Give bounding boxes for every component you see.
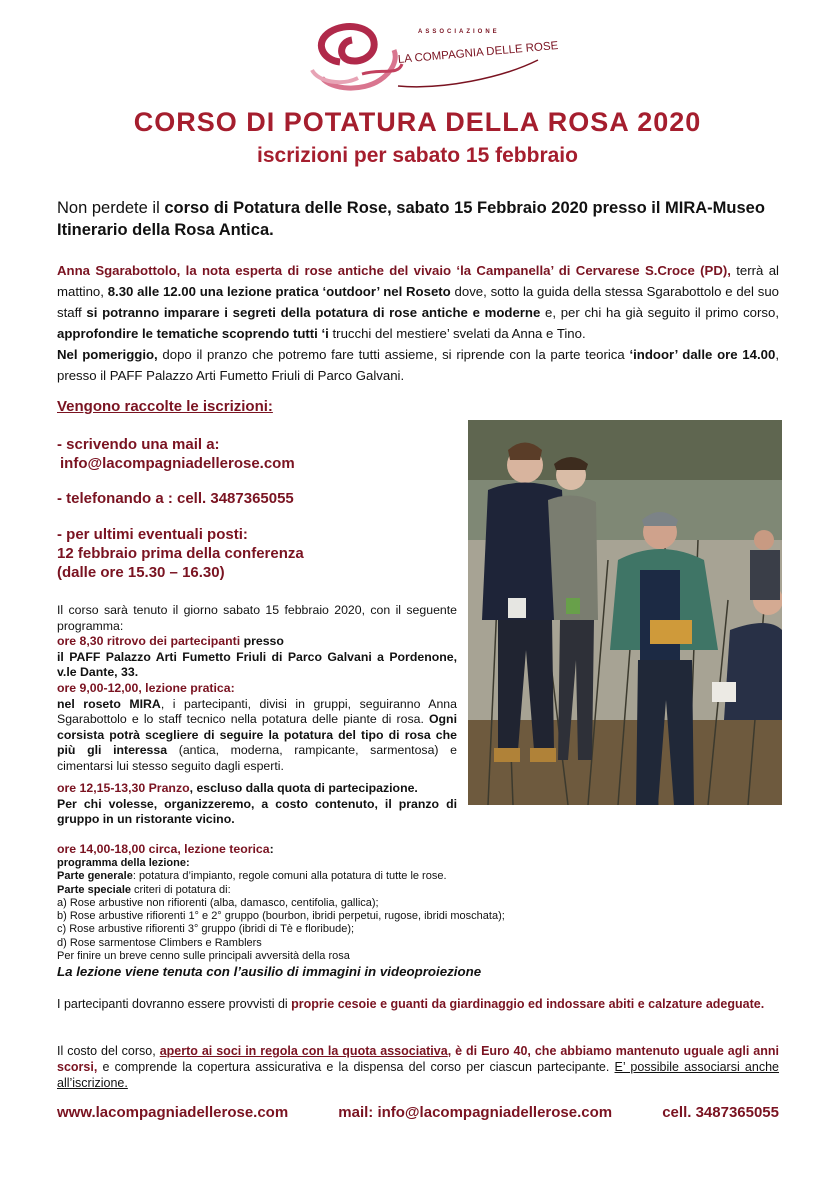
footer-phone: cell. 3487365055 (662, 1104, 779, 1121)
list-item: d) Rose sarmentose Climbers e Ramblers (57, 936, 262, 949)
mail-label: - scrivendo una mail a: (57, 436, 220, 453)
lesson-program: programma della lezione: Parte generale: potatura d’impianto, regole comuni alla potatura di tutte le rose. Parte speciale criteri di potatura di: a) Rose arbustive non rifiorenti (alba, damasco, centifolia, gallica); b) Rose arbustive rifiorenti 1° e 2° gruppo (bourbon, ibridi perpetui, rugose, ibridi moschata); c) Rose arbustive rifiorenti 3° gruppo (ibridi di Tè e floribude); d) Rose sarmentose Climbers e Ramblers Per finire un breve cenno sulle principali avversità della rosa (57, 857, 577, 963)
last-places-hours: (dalle ore 15.30 – 16.30) (57, 564, 225, 581)
mail-address[interactable]: info@lacompagniadellerose.com (60, 455, 295, 472)
page-title: CORSO DI POTATURA DELLA ROSA 2020 (133, 107, 702, 137)
footer-website[interactable]: www.lacompagniadellerose.com (57, 1104, 289, 1121)
list-item: c) Rose arbustive rifiorenti 3° gruppo (ibridi di Tè e floribude); (57, 923, 355, 936)
logo-subtitle: ASSOCIAZIONE (418, 29, 500, 35)
program-intro: Il corso sarà tenuto il giorno sabato 15 febbraio 2020, con il seguente programma: (57, 603, 457, 633)
registration-heading: Vengono raccolte le iscrizioni: (57, 398, 273, 415)
description-paragraph: Anna Sgarabottolo, la nota esperta di rose antiche del vivaio ‘la Campanella’ di Cervarese S.Croce (PD), terrà al mattino, 8.30 alle 12.00 una lezione pratica ‘outdoor’ nel Roseto dove, sotto la guida della stessa Sgarabottolo e del suo staff si potranno imparare i segreti della potatura di rose antiche e moderne e, per chi ha già seguito il primo corso, approfondire le tematiche scoprendo tutti ‘i trucchi del mestiere’ svelati da Anna e Tino. Nel pomeriggio, dopo il pranzo che potremo fare tutti assieme, si riprende con la parte teorica ‘indoor’ dalle ore 14.00, presso il PAFF Palazzo Arti Fumetto Friuli di Parco Galvani. (57, 263, 779, 383)
pruning-course-photo (468, 420, 782, 805)
list-item: b) Rose arbustive rifiorenti 1° e 2° gruppo (bourbon, ibridi perpetui, rugose, ibridi moschata); (57, 910, 505, 923)
equipment-paragraph: I partecipanti dovranno essere provvisti di proprie cesoie e guanti da giardinaggio ed indossare abiti e calzature adeguate. (57, 997, 765, 1011)
program-session-4: ore 14,00-18,00 circa, lezione teorica: (57, 842, 274, 856)
list-item: a) Rose arbustive non rifiorenti (alba, damasco, centifolia, gallica); (57, 896, 379, 909)
video-note: La lezione viene tenuta con l’ausilio di immagini in videoproiezione (57, 964, 482, 979)
intro-paragraph: Non perdete il corso di Potatura delle Rose, sabato 15 Febbraio 2020 presso il MIRA-Museo Itinerario della Rosa Antica. (57, 199, 765, 239)
program-session-3: ore 12,15-13,30 Pranzo, escluso dalla quota di partecipazione. Per chi volesse, organizzeremo, a costo contenuto, il pranzo di gruppo in un ristorante vicino. (57, 781, 457, 826)
page-subtitle: iscrizioni per sabato 15 febbraio (257, 144, 578, 167)
program-session-2: ore 9,00-12,00, lezione pratica: nel roseto MIRA, i partecipanti, divisi in gruppi, seguiranno Anna Sgarabottolo e lo staff tecnico nella potatura delle piante di rosa. Ogni corsista potrà scegliere di seguire la potatura del tipo di rosa che più gli interessa (antica, moderna, rampicante, sarmentosa) e cimentarsi lui stesso seguito dagli esperti. (57, 681, 457, 773)
phone-line: - telefonando a : cell. 3487365055 (57, 490, 294, 507)
last-places-date: 12 febbraio prima della conferenza (57, 545, 304, 562)
logo-name: LA COMPAGNIA DELLE ROSE (397, 40, 559, 66)
last-places-label: - per ultimi eventuali posti: (57, 526, 248, 543)
footer (57, 1104, 779, 1121)
footer-mail[interactable]: mail: info@lacompagniadellerose.com (338, 1104, 613, 1121)
cost-paragraph: Il costo del corso, aperto ai soci in regola con la quota associativa, è di Euro 40, che abbiamo mantenuto uguale agli anni scorsi, e comprende la copertura assicurativa e la dispensa del corso per ciascun partecipante. E’ possibile associarsi anche all’iscrizione. (57, 1044, 779, 1090)
program-session-1: ore 8,30 ritrovo dei partecipanti presso il PAFF Palazzo Arti Fumetto Friuli di Parco Galvani a Pordenone, v.le Dante, 33. (57, 634, 457, 679)
